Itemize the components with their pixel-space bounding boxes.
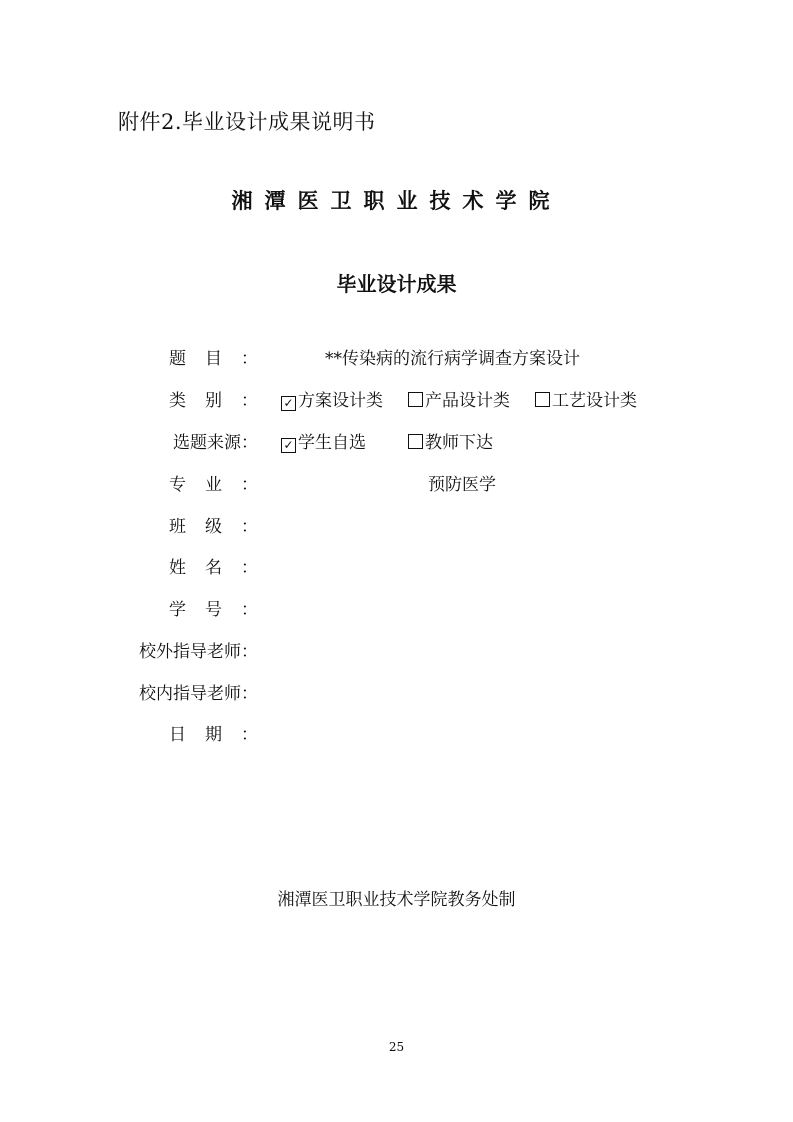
checkbox-empty-icon[interactable] — [408, 434, 423, 449]
category-option-scheme[interactable]: ✓ 方案设计类 — [281, 386, 383, 411]
checkbox-empty-icon[interactable] — [408, 392, 423, 407]
checkbox-checked-icon[interactable]: ✓ — [281, 438, 296, 453]
checkbox-checked-icon[interactable]: ✓ — [281, 396, 296, 411]
school-name: 湘潭医卫职业技术学院 — [231, 189, 562, 213]
student-id-label: 学号： — [169, 600, 258, 620]
doc-title: 毕业设计成果 — [336, 272, 457, 296]
annex-title: 附件2.毕业设计成果说明书 — [118, 110, 376, 134]
source-option-student[interactable]: ✓ 学生自选 — [281, 428, 366, 453]
issuer: 湘潭医卫职业技术学院教务处制 — [277, 890, 516, 910]
major-value: 预防医学 — [428, 475, 496, 495]
topic-value: **传染病的流行病学调查方案设计 — [325, 349, 580, 369]
name-label: 姓名： — [169, 558, 258, 578]
internal-advisor-label: 校内指导老师： — [139, 684, 258, 704]
class-label: 班级： — [169, 517, 258, 537]
topic-label: 题目： — [169, 349, 258, 369]
category-option-process[interactable]: 工艺设计类 — [535, 386, 637, 411]
category-option-product[interactable]: 产品设计类 — [408, 386, 510, 411]
source-label: 选题来源： — [173, 433, 258, 453]
category-label: 类别： — [169, 391, 258, 411]
external-advisor-label: 校外指导老师： — [139, 642, 258, 662]
page-number: 25 — [388, 1040, 405, 1054]
major-label: 专业： — [169, 475, 258, 495]
checkbox-empty-icon[interactable] — [535, 392, 550, 407]
source-option-teacher[interactable]: 教师下达 — [408, 428, 493, 453]
date-label: 日期： — [169, 725, 258, 745]
